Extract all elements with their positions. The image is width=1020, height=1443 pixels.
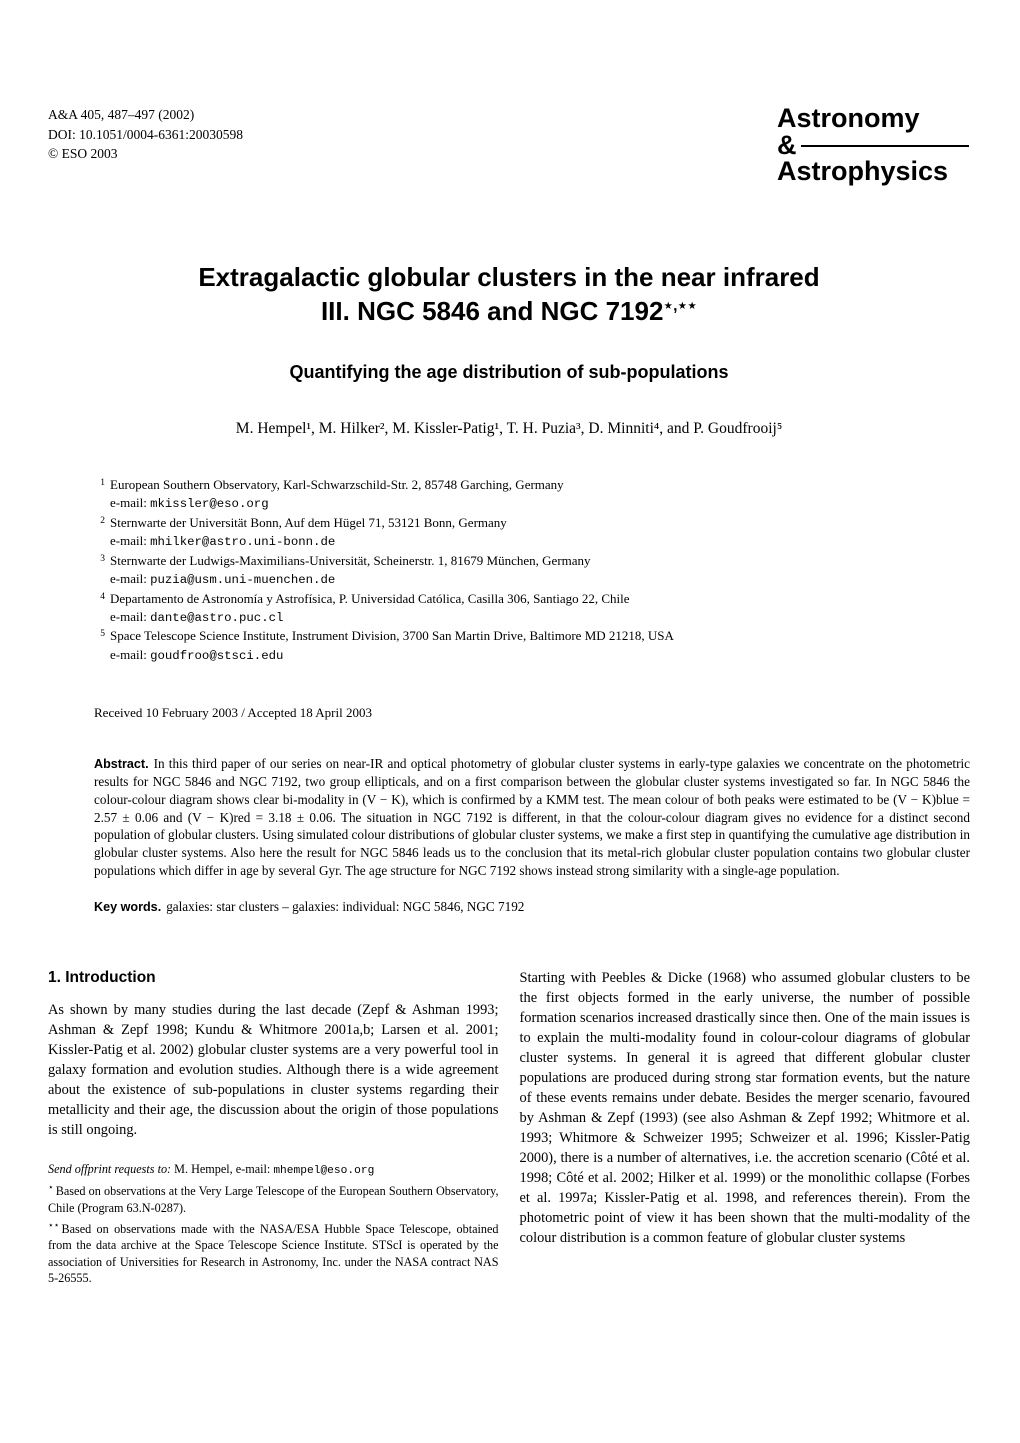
footnote-star2 <box>48 1219 499 1287</box>
copyright-line: © ESO 2003 <box>48 146 118 162</box>
footnote-star1-text: Based on observations at the Very Large Telescope of the European Southern Observatory, Chile (Program 63.N-0287). <box>48 1184 499 1215</box>
affiliation-email-line <box>110 646 970 666</box>
offprint-request-note <box>48 1161 499 1179</box>
email-address: goudfroo@stsci.edu <box>150 648 284 663</box>
logo-ampersand-row <box>777 129 969 160</box>
email-label: e-mail: <box>110 608 151 624</box>
offprint-text: M. Hempel, e-mail: <box>171 1162 274 1176</box>
author-list: M. Hempel¹, M. Hilker², M. Kissler-Patig¹, T. H. Puzia³, D. Minniti⁴, and P. Goudfrooij⁵ <box>235 419 783 437</box>
affiliation-text: Departamento de Astronomía y Astrofísica, P. Universidad Católica, Casilla 306, Santiago 22, Chile <box>110 590 630 606</box>
affiliation-number: 3 <box>100 553 105 564</box>
abstract-label: Abstract. <box>94 757 149 772</box>
section-heading-introduction: 1. Introduction <box>48 969 156 987</box>
affiliation-body <box>110 476 970 514</box>
logo-ampersand: & <box>777 129 797 160</box>
left-column <box>48 969 499 1287</box>
affiliation-email-line <box>110 570 970 590</box>
publication-info <box>48 105 243 164</box>
keywords-line <box>94 899 970 915</box>
affiliation-list <box>94 476 970 666</box>
affiliation-item <box>94 476 970 514</box>
title-footnote-stars: ⋆,⋆⋆ <box>663 297 698 315</box>
affiliation-item <box>94 627 970 665</box>
logo-rule <box>801 145 970 147</box>
email-label: e-mail: <box>110 495 151 511</box>
logo-astrophysics: Astrophysics <box>777 156 949 186</box>
paper-subtitle: Quantifying the age distribution of sub-populations <box>289 361 729 382</box>
email-address: mhilker@astro.uni-bonn.de <box>150 535 336 550</box>
footnote-star1 <box>48 1181 499 1216</box>
affiliation-body <box>110 552 970 590</box>
affiliation-text: Sternwarte der Ludwigs-Maximilians-Universität, Scheinerstr. 1, 81679 München, Germany <box>110 552 591 568</box>
paper-title <box>48 261 970 329</box>
affiliation-email-line <box>110 608 970 628</box>
intro-paragraph-left: As shown by many studies during the last decade (Zepf & Ashman 1993; Ashman & Zepf 1998; Kundu & Whitmore 2001a,b; Larsen et al. 2001; Kissler-Patig et al. 2002) globular cluster systems are a very powerful tool in galaxy formation and evolution studies. Although there is a wide agreement about the existence of sub-populations in cluster systems regarding their metallicity and their age, the discussion about the origin of those populations is still ongoing. <box>48 1002 499 1139</box>
affiliation-body <box>110 514 970 552</box>
footnote-star2-marker: ⋆⋆ <box>48 1219 60 1230</box>
affiliation-item <box>94 552 970 590</box>
affiliation-text: Space Telescope Science Institute, Instrument Division, 3700 San Martin Drive, Baltimore MD 21218, USA <box>110 628 674 644</box>
affiliation-body <box>110 627 970 665</box>
affiliation-number: 1 <box>100 477 105 488</box>
paper-title-line1: Extragalactic globular clusters in the near infrared <box>198 262 820 292</box>
footnote-star1-marker: ⋆ <box>48 1182 54 1193</box>
affiliation-number: 2 <box>100 515 105 526</box>
received-accepted-line: Received 10 February 2003 / Accepted 18 April 2003 <box>94 705 372 721</box>
email-label: e-mail: <box>110 533 151 549</box>
affiliation-number: 5 <box>100 629 105 640</box>
email-address: dante@astro.puc.cl <box>150 610 284 625</box>
keywords-text: galaxies: star clusters – galaxies: individual: NGC 5846, NGC 7192 <box>166 899 525 915</box>
affiliation-item <box>94 590 970 628</box>
email-address: mkissler@eso.org <box>150 497 269 512</box>
offprint-label: Send offprint requests to: <box>48 1162 172 1176</box>
journal-logo <box>777 105 969 185</box>
footnote-star2-text: Based on observations made with the NASA/ESA Hubble Space Telescope, obtained from the data archive at the Space Telescope Science Institute. STScI is operated by the association of Universities for Research in Astronomy, Inc. under the NASA contract NAS 5-26555. <box>48 1221 499 1286</box>
affiliation-body <box>110 590 970 628</box>
journal-reference: A&A 405, 487–497 (2002) <box>48 107 195 122</box>
abstract <box>94 755 970 879</box>
email-address: puzia@usm.uni-muenchen.de <box>150 572 336 587</box>
affiliation-number: 4 <box>100 591 105 602</box>
email-label: e-mail: <box>110 646 151 662</box>
abstract-text: In this third paper of our series on near-IR and optical photometry of globular cluster systems in early-type galaxies we concentrate on the photometric results for NGC 5846 and NGC 7192, two group ellipticals, and on a first comparison between the globular cluster systems investigated so far. In NGC 5846 the colour-colour diagram shows clear bi-modality in (V − K), which is confirmed by a KMM test. The mean colour of both peaks were estimated to be (V − K)blue = 2.57 ± 0.06 and (V − K)red = 3.18 ± 0.06. The situation in NGC 7192 is different, in that the colour-colour diagram gives no evidence for a distinct second population of globular clusters. Using simulated colour distributions of globular cluster systems, we make a first step in quantifying the cumulative age distribution in globular cluster systems. Also here the result for NGC 5846 leads us to the conclusion that its metal-rich globular cluster population contains two globular cluster populations which differ in age by several Gyr. The age structure for NGC 7192 shows instead strong similarity with a single-age population. <box>94 756 970 878</box>
offprint-email: mhempel@eso.org <box>273 1165 375 1177</box>
affiliation-item <box>94 514 970 552</box>
email-label: e-mail: <box>110 570 151 586</box>
logo-astronomy: Astronomy <box>777 103 920 133</box>
affiliation-email-line <box>110 532 970 552</box>
affiliation-text: European Southern Observatory, Karl-Schwarzschild-Str. 2, 85748 Garching, Germany <box>110 476 564 492</box>
keywords-label: Key words. <box>94 900 162 915</box>
intro-paragraph-right: Starting with Peebles & Dicke (1968) who assumed globular clusters to be the first objects formed in the early universe, the number of possible formation scenarios increased drastically since then. One of the main issues is to explain the multi-modality found in colour-colour diagrams of globular cluster systems. In general it is agreed that different globular cluster populations are produced during strong star formation events, but the nature of these events remains under debate. Besides the merger scenario, favoured by Ashman & Zepf (1993) (see also Ashman & Zepf 1992; Whitmore et al. 1993; Whitmore & Schweizer 1995; Schweizer et al. 1996; Kissler-Patig 2000), there is a number of alternatives, i.e. the accretion scenario (Côté et al. 1998; Côté et al. 2002; Hilker et al. 1999) or the monolithic collapse (Forbes et al. 1997a; Kissler-Patig et al. 1998, and references therein). From the photometric point of view it has been shown that the multi-modality of the colour distribution is a common feature of globular cluster systems <box>519 970 970 1246</box>
doi-line: DOI: 10.1051/0004-6361:20030598 <box>48 126 243 142</box>
paper-title-line2: III. NGC 5846 and NGC 7192 <box>320 295 664 326</box>
right-column <box>520 969 971 1287</box>
journal-header <box>48 105 970 185</box>
body-columns <box>48 969 970 1287</box>
footnotes-block <box>48 1141 499 1287</box>
affiliation-email-line <box>110 494 970 514</box>
affiliation-text: Sternwarte der Universität Bonn, Auf dem Hügel 71, 53121 Bonn, Germany <box>110 514 507 530</box>
